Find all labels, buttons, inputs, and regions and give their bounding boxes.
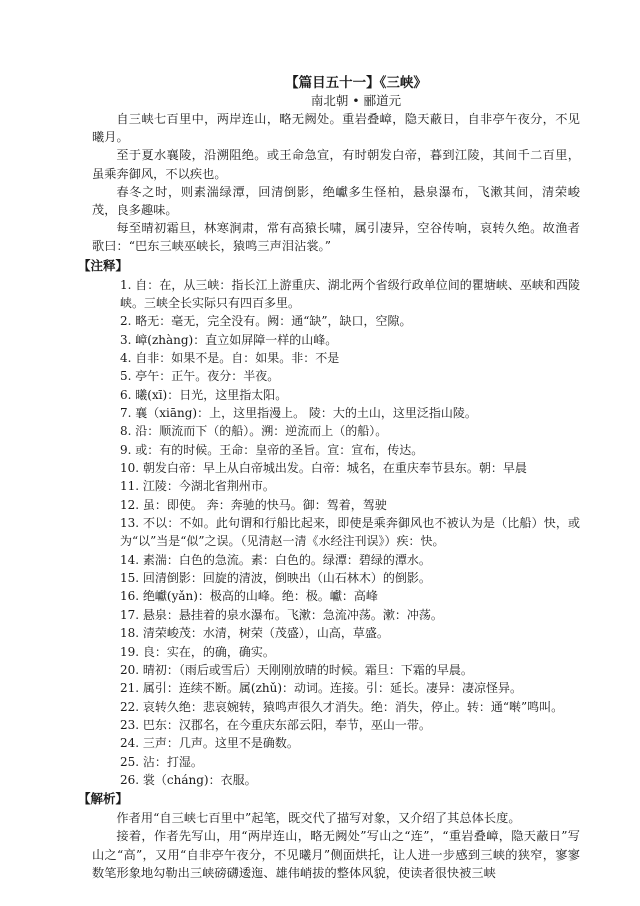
note-item: 23. 巴东：汉郡名，在今重庆东部云阳，奉节，巫山一带。: [120, 717, 431, 732]
text-paragraph: 自三峡七百里中，两岸连山，略无阙处。重岩叠嶂，隐天蔽日，自非亭午夜分，不见曦月。: [92, 112, 580, 145]
text-paragraph: 至于夏水襄陵，沿溯阻绝。或王命急宣，有时朝发白帝，暮到江陵，其间千二百里，虽乘奔御风，不以疾也。: [92, 148, 580, 181]
note-item: 1. 自：在，从三峡：指长江上游重庆、湖北两个省级行政单位间的瞿塘峡、巫峡和西陵峡。三峡全长实际只有四百多里。: [120, 277, 580, 310]
note-item: 20. 晴初：（雨后或雪后）天刚刚放晴的时候。霜旦：下霜的早晨。: [120, 662, 473, 677]
text-paragraph: 春冬之时，则素湍绿潭，回清倒影，绝巘多生怪柏，悬泉瀑布，飞漱其间，清荣峻茂，良多趣味。: [92, 184, 580, 218]
analysis-heading: 【解析】: [78, 791, 129, 807]
note-item: 8. 沿：顺流而下（的船）。溯：逆流而上（的船）。: [120, 424, 388, 439]
note-item: 24. 三声：几声。这里不是确数。: [120, 736, 299, 751]
note-item: 17. 悬泉：悬挂着的泉水瀑布。飞漱：急流冲荡。漱：冲荡。: [120, 607, 443, 622]
note-item: 4. 自非：如果不是。自：如果。非：不是: [120, 351, 340, 365]
note-item: 26. 裳（cháng)：衣服。: [120, 772, 257, 787]
note-item: 19. 良：实在，的确，确实。: [120, 644, 275, 659]
note-item: 21. 属引：连续不断。属(zhǔ)：动词。连接。引：延长。凄异：凄凉怪异。: [120, 681, 523, 696]
note-item: 22. 哀转久绝：悲哀婉转，猿鸣声很久才消失。绝：消失，停止。转：通“啭”鸣叫。: [120, 699, 564, 714]
text-paragraph: 每至晴初霜旦，林寒涧肃，常有高猿长啸，属引凄异，空谷传响，哀转久绝。故渔者歌曰：“巴东三峡巫峡长，猿鸣三声泪沾裳。”: [92, 221, 580, 254]
author-line: 南北朝 • 郦道元: [310, 93, 402, 108]
note-item: 12. 虽：即使。 奔：奔驰的快马。御：驾着，驾驶: [120, 497, 387, 512]
notes-heading: 【注释】: [78, 257, 129, 273]
note-item: 6. 曦(xī)：日光，这里指太阳。: [120, 387, 288, 402]
note-item: 14. 素湍：白色的急流。素：白色的。绿潭：碧绿的潭水。: [120, 552, 431, 567]
note-item: 15. 回清倒影：回旋的清波，倒映出（山石林木）的倒影。: [120, 571, 431, 586]
analysis-paragraph: 接着，作者先写山，用“两岸连山，略无阙处”写山之“连”，“重岩叠嶂，隐天蔽日”写山之“高”，又用“自非亭午夜分，不见曦月”侧面烘托，让人进一步感到三峡的狭窄，寥寥数笔形象地勾勒出三峡磅礴逶迤、雄伟峭拔的整体风貌，使读者很快被三峡: [92, 829, 580, 880]
note-item: 16. 绝巘(yǎn)：极高的山峰。绝：极。巘：高峰: [120, 589, 378, 604]
note-item: 18. 清荣峻茂：水清，树荣（茂盛），山高，草盛。: [120, 626, 389, 641]
note-item: 13. 不以：不如。此句谓和行船比起来，即使是乘奔御风也不被认为是（比船）快，或为“以”当是“似”之误。（见清赵一清《水经注刊误》）疾：快。: [120, 516, 580, 549]
note-item: 9. 或：有的时候。王命：皇帝的圣旨。宣：宣布，传达。: [120, 442, 424, 457]
note-item: 3. 嶂(zhàng)：直立如屏障一样的山峰。: [120, 332, 338, 347]
document-title: 【篇目五十一】《三峡》: [285, 75, 427, 91]
note-item: 10. 朝发白帝：早上从白帝城出发。白帝：城名，在重庆奉节县东。朝：早晨: [120, 461, 527, 476]
note-item: 11. 江陵：今湖北省荆州市。: [120, 479, 275, 494]
notes-list: [92, 276, 580, 790]
note-item: 5. 亭午：正午。夜分：半夜。: [120, 369, 280, 384]
analysis-paragraph: 作者用“自三峡七百里中”起笔，既交代了描写对象，又介绍了其总体长度。: [116, 811, 521, 826]
note-item: 25. 沾：打湿。: [120, 754, 203, 769]
note-item: 7. 襄（xiāng)：上，这里指漫上。 陵：大的土山，这里泛指山陵。: [120, 406, 477, 421]
note-item: 2. 略无：毫无，完全没有。阙：通“缺”，缺口，空隙。: [120, 314, 412, 329]
